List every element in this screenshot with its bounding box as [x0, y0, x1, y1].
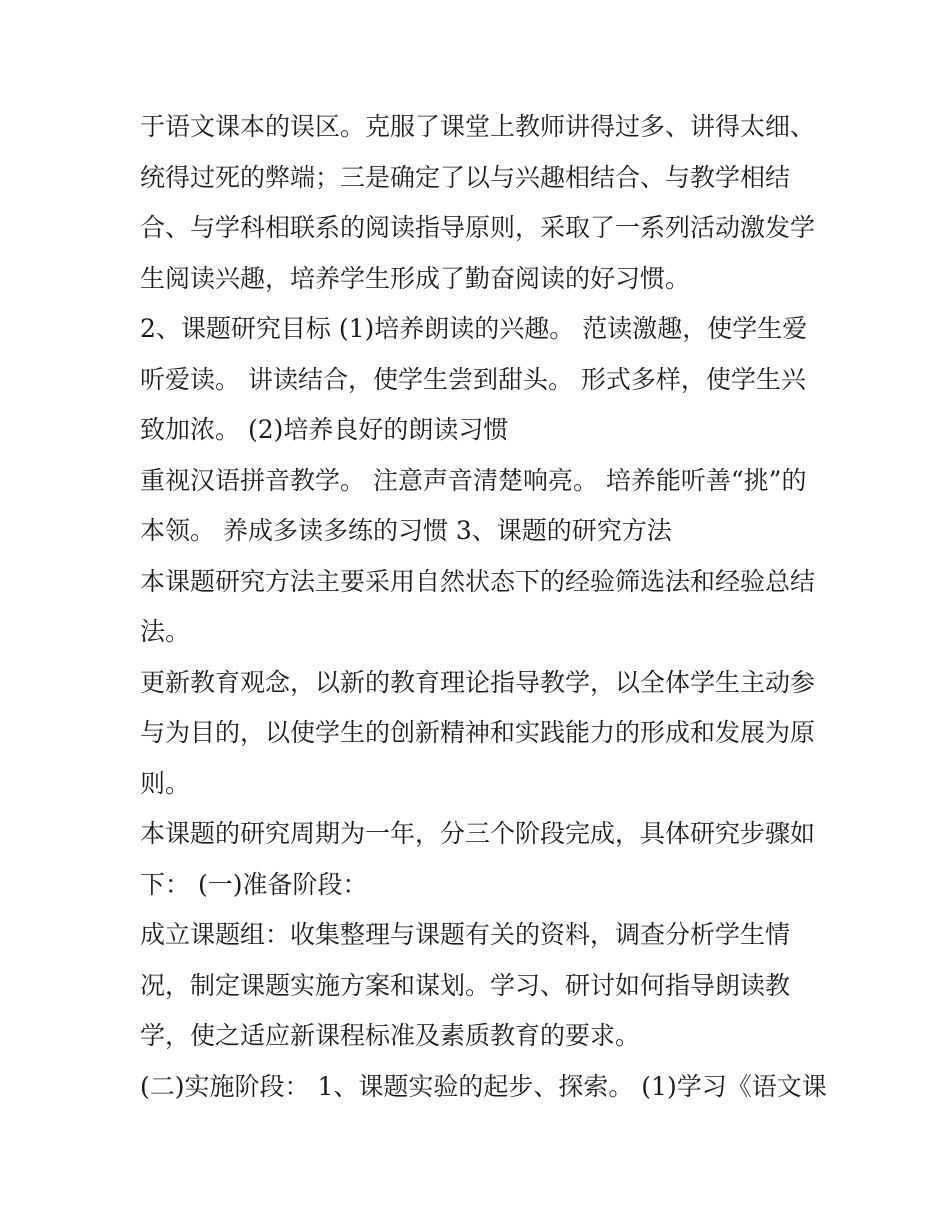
text-line: 下： (一)准备阶段： [140, 869, 368, 899]
text-line: 听爱读。 讲读结合，使学生尝到甜头。 形式多样，使学生兴 [140, 364, 806, 394]
text-line: 本领。 养成多读多练的习惯 3、课题的研究方法 [140, 516, 672, 545]
text-line: 2、课题研究目标 (1)培养朗读的兴趣。 范读激趣，使学生爱 [140, 314, 808, 343]
paragraph-7 [140, 910, 820, 1062]
paragraph-4 [140, 557, 820, 658]
text-line: (二)实施阶段： 1、课题实验的起步、探索。 (1)学习《语文课 [140, 1071, 827, 1101]
text-line: 于语文课本的误区。克服了课堂上教师讲得过多、讲得太细、 [140, 112, 816, 141]
paragraph-1 [140, 102, 820, 304]
text-line: 本课题的研究周期为一年，分三个阶段完成，具体研究步骤如 [140, 819, 816, 848]
text-line: 更新教育观念，以新的教育理论指导教学，以全体学生主动参 [140, 667, 816, 697]
paragraph-6 [140, 809, 820, 910]
text-line: 生阅读兴趣，培养学生形成了勤奋阅读的好习惯。 [140, 263, 691, 293]
document-body [140, 102, 827, 1112]
text-line: 况，制定课题实施方案和谋划。学习、研讨如何指导朗读教 [140, 970, 791, 1000]
text-line: 与为目的，以使学生的创新精神和实践能力的形成和发展为原 [140, 718, 816, 747]
paragraph-8 [140, 1062, 827, 1113]
text-line: 法。 [140, 617, 191, 646]
text-line: 合、与学科相联系的阅读指导原则，采取了一系列活动激发学 [140, 213, 816, 242]
text-line: 学，使之适应新课程标准及素质教育的要求。 [140, 1021, 641, 1050]
text-line: 致加浓。 (2)培养良好的朗读习惯 [140, 415, 509, 444]
paragraph-5 [140, 658, 820, 810]
text-line: 重视汉语拼音教学。 注意声音清楚响亮。 培养能听善“挑”的 [140, 465, 807, 495]
text-line: 则。 [140, 768, 191, 798]
text-line: 成立课题组：收集整理与课题有关的资料，调查分析学生情 [140, 920, 791, 949]
paragraph-3 [140, 456, 820, 557]
paragraph-2 [140, 304, 820, 456]
text-line: 本课题研究方法主要采用自然状态下的经验筛选法和经验总结 [140, 566, 816, 596]
text-line: 统得过死的弊端；三是确定了以与兴趣相结合、与教学相结 [140, 162, 791, 192]
